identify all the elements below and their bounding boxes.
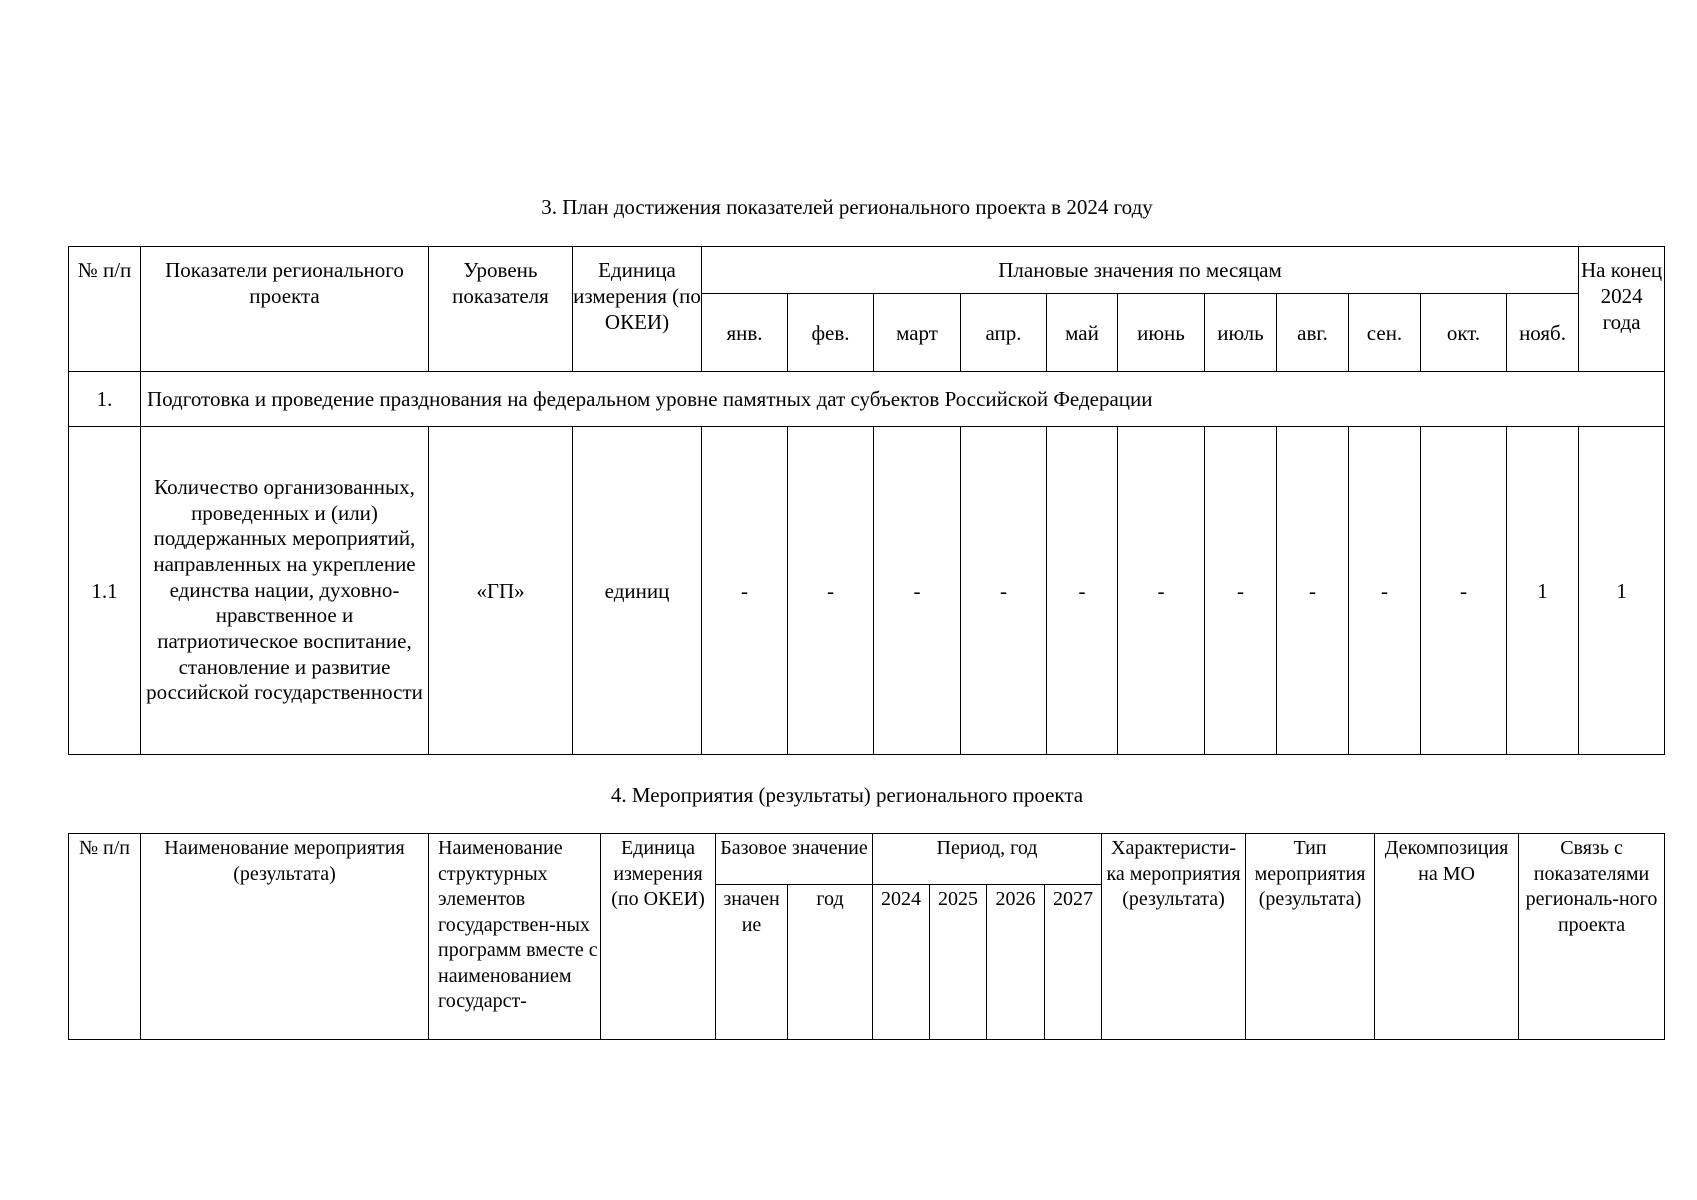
month-value: - bbox=[1118, 427, 1205, 755]
indicators-plan-table bbox=[68, 246, 1665, 755]
col-header-characteristic: Характеристи-ка мероприятия (результата) bbox=[1102, 834, 1246, 1040]
col-header-unit: Единица измерения (по ОКЕИ) bbox=[573, 247, 702, 372]
month-value: - bbox=[1349, 427, 1421, 755]
month-value: - bbox=[1205, 427, 1277, 755]
month-value: 1 bbox=[1507, 427, 1579, 755]
activities-table bbox=[68, 833, 1665, 1040]
year-header: 2026 bbox=[987, 885, 1045, 1040]
col-header-level: Уровень показателя bbox=[429, 247, 573, 372]
row-num: 1.1 bbox=[69, 427, 141, 755]
row-end-value: 1 bbox=[1579, 427, 1665, 755]
header-row bbox=[69, 247, 1665, 294]
col-header-type: Тип мероприятия (результата) bbox=[1246, 834, 1375, 1040]
table-row bbox=[69, 427, 1665, 755]
month-header: янв. bbox=[702, 294, 788, 372]
header-row bbox=[69, 834, 1665, 885]
month-header: сен. bbox=[1349, 294, 1421, 372]
col-header-base: Базовое значение bbox=[716, 834, 873, 885]
col-header-structural: Наименование структурных элементов государствен-ных программ вместе с наименованием государст- bbox=[429, 834, 601, 1040]
col-header-num: № п/п bbox=[69, 834, 141, 1040]
month-header: нояб. bbox=[1507, 294, 1579, 372]
year-header: 2025 bbox=[930, 885, 987, 1040]
col-header-period: Период, год bbox=[873, 834, 1102, 885]
col-header-base-year: год bbox=[788, 885, 873, 1040]
section-row bbox=[69, 372, 1665, 427]
col-header-link: Связь с показателями региональ-ного проекта bbox=[1519, 834, 1665, 1040]
month-value: - bbox=[1421, 427, 1507, 755]
month-value: - bbox=[1277, 427, 1349, 755]
section-row-text: Подготовка и проведение празднования на федеральном уровне памятных дат субъектов Российской Федерации bbox=[141, 372, 1665, 427]
month-value: - bbox=[874, 427, 961, 755]
month-header: апр. bbox=[961, 294, 1047, 372]
section-4-title: 4. Мероприятия (результаты) регионального проекта bbox=[610, 783, 1084, 807]
section-row-num: 1. bbox=[69, 372, 141, 427]
col-header-decomposition: Декомпозиция на МО bbox=[1375, 834, 1519, 1040]
month-header: фев. bbox=[788, 294, 874, 372]
month-header: окт. bbox=[1421, 294, 1507, 372]
month-header: июнь bbox=[1118, 294, 1205, 372]
month-value: - bbox=[961, 427, 1047, 755]
section-3-title: 3. План достижения показателей регионального проекта в 2024 году bbox=[541, 195, 1153, 219]
col-header-num: № п/п bbox=[69, 247, 141, 372]
col-header-planned: Плановые значения по месяцам bbox=[702, 247, 1579, 294]
row-unit: единиц bbox=[573, 427, 702, 755]
col-header-base-value: значен ие bbox=[716, 885, 788, 1040]
month-value: - bbox=[1047, 427, 1118, 755]
year-header: 2024 bbox=[873, 885, 930, 1040]
month-header: авг. bbox=[1277, 294, 1349, 372]
month-header: май bbox=[1047, 294, 1118, 372]
col-header-unit: Единица измерения (по ОКЕИ) bbox=[601, 834, 716, 1040]
row-level: «ГП» bbox=[429, 427, 573, 755]
col-header-name: Наименование мероприятия (результата) bbox=[141, 834, 429, 1040]
row-indicator: Количество организованных, проведенных и (или) поддержанных мероприятий, направленных на укрепление единства нации, духовно-нравственное и патриотическое воспитание, становление и развитие российской государственности bbox=[141, 427, 429, 755]
month-value: - bbox=[702, 427, 788, 755]
col-header-end: На конец 2024 года bbox=[1579, 247, 1665, 372]
month-header: июль bbox=[1205, 294, 1277, 372]
month-value: - bbox=[788, 427, 874, 755]
year-header: 2027 bbox=[1045, 885, 1102, 1040]
month-header: март bbox=[874, 294, 961, 372]
col-header-indicators: Показатели регионального проекта bbox=[141, 247, 429, 372]
